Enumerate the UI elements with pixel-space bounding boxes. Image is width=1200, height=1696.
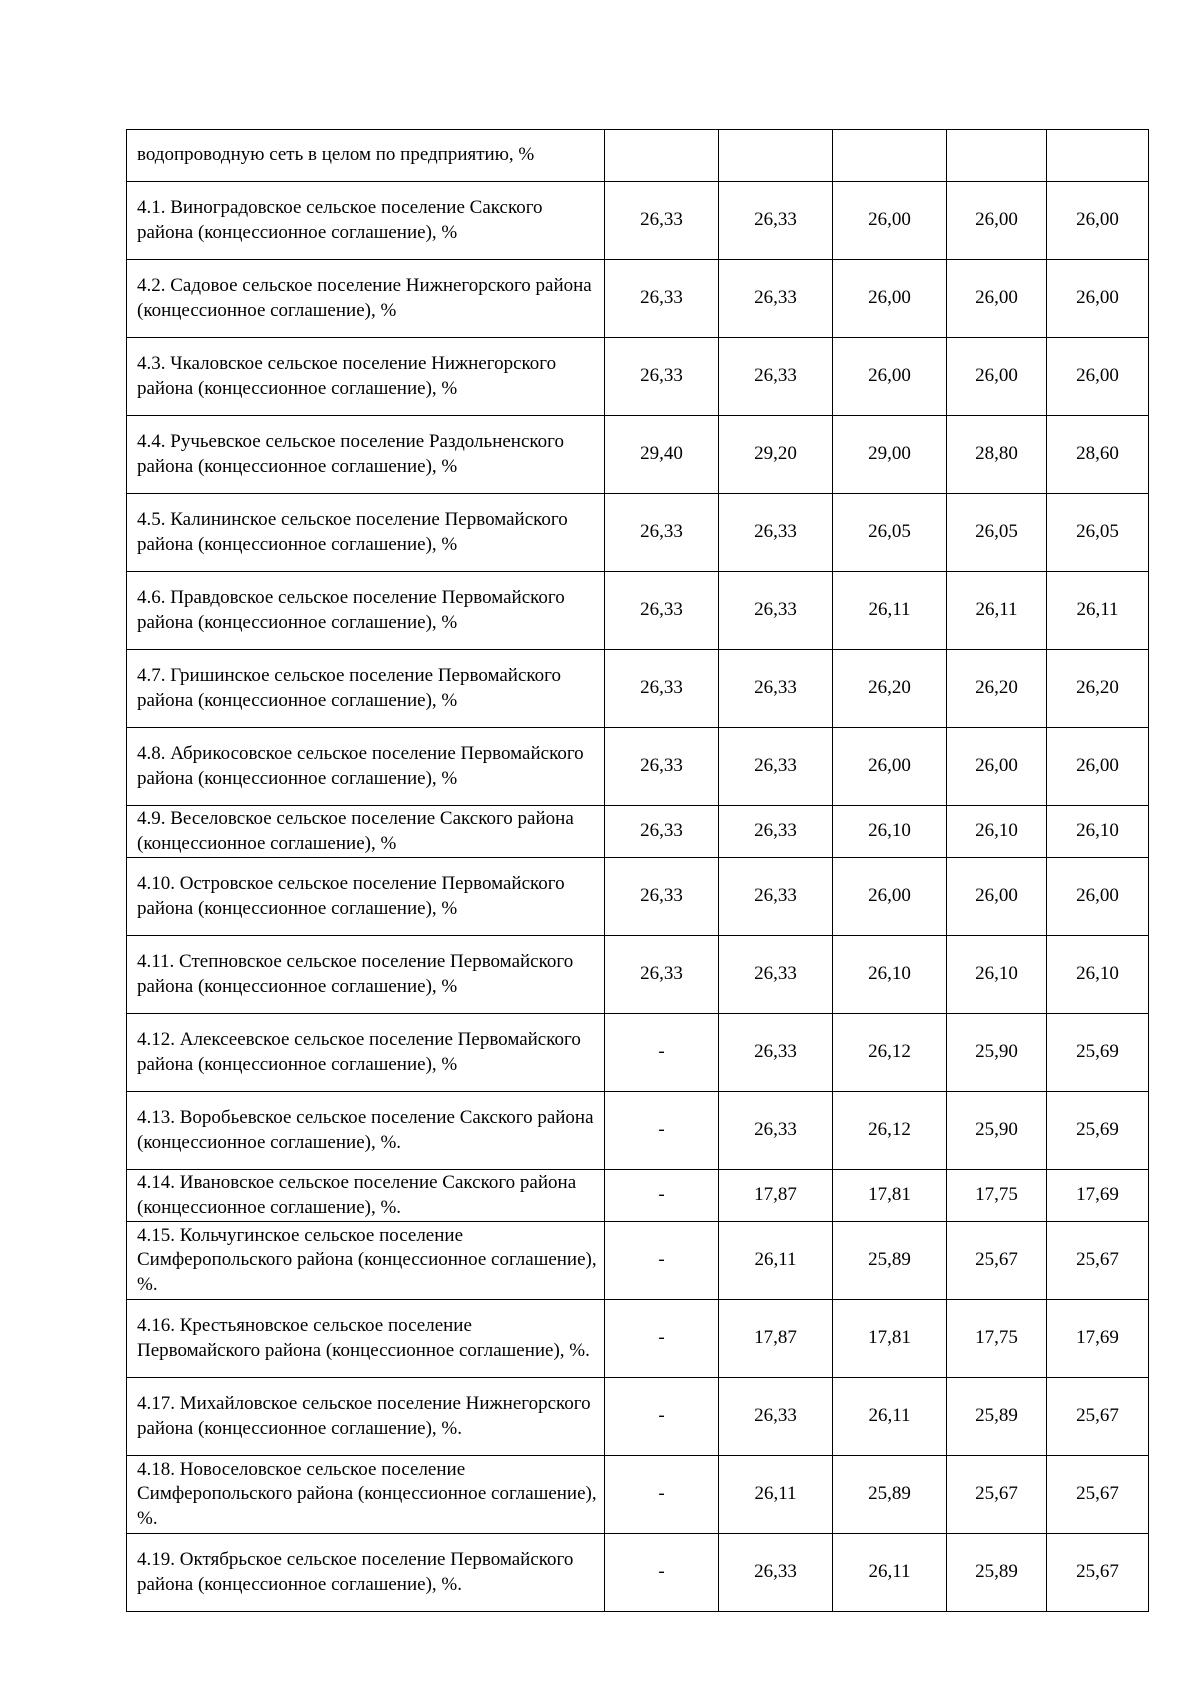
table-row bbox=[127, 130, 1149, 182]
value-cell: 26,33 bbox=[605, 338, 719, 416]
value-cell: 26,33 bbox=[605, 182, 719, 260]
table-row bbox=[127, 1456, 1149, 1534]
value-cell: 26,33 bbox=[719, 728, 833, 806]
table-row bbox=[127, 806, 1149, 858]
row-description: 4.15. Кольчугинское сельское поселение Симферопольского района (концессионное соглашение), %. bbox=[127, 1222, 605, 1300]
value-cell: 28,80 bbox=[947, 416, 1047, 494]
value-cell: 26,00 bbox=[833, 338, 947, 416]
value-cell: 25,90 bbox=[947, 1014, 1047, 1092]
value-cell: 26,00 bbox=[947, 858, 1047, 936]
row-description: 4.14. Ивановское сельское поселение Сакского района (концессионное соглашение), %. bbox=[127, 1170, 605, 1222]
table-row bbox=[127, 494, 1149, 572]
value-cell: 25,67 bbox=[947, 1222, 1047, 1300]
value-cell: 25,67 bbox=[1047, 1222, 1149, 1300]
value-cell: - bbox=[605, 1014, 719, 1092]
row-description: 4.11. Степновское сельское поселение Первомайского района (концессионное соглашение), % bbox=[127, 936, 605, 1014]
value-cell: 26,33 bbox=[719, 1534, 833, 1612]
value-cell: 26,10 bbox=[1047, 936, 1149, 1014]
value-cell bbox=[947, 130, 1047, 182]
value-cell: 26,00 bbox=[1047, 858, 1149, 936]
row-description: 4.13. Воробьевское сельское поселение Сакского района (концессионное соглашение), %. bbox=[127, 1092, 605, 1170]
value-cell: 26,33 bbox=[605, 936, 719, 1014]
value-cell: 17,75 bbox=[947, 1300, 1047, 1378]
value-cell: 25,90 bbox=[947, 1092, 1047, 1170]
table-row bbox=[127, 650, 1149, 728]
table-body bbox=[127, 130, 1149, 1612]
value-cell: 17,87 bbox=[719, 1300, 833, 1378]
value-cell: 26,00 bbox=[1047, 182, 1149, 260]
table-row bbox=[127, 572, 1149, 650]
value-cell: 26,00 bbox=[947, 260, 1047, 338]
row-description: 4.19. Октябрьское сельское поселение Первомайского района (концессионное соглашение), %. bbox=[127, 1534, 605, 1612]
value-cell: 26,00 bbox=[947, 338, 1047, 416]
value-cell: 25,69 bbox=[1047, 1014, 1149, 1092]
value-cell: 25,89 bbox=[947, 1378, 1047, 1456]
value-cell: 26,11 bbox=[833, 1378, 947, 1456]
value-cell: 26,11 bbox=[833, 572, 947, 650]
value-cell: 28,60 bbox=[1047, 416, 1149, 494]
value-cell: 26,10 bbox=[947, 806, 1047, 858]
table-row bbox=[127, 728, 1149, 806]
table-row bbox=[127, 1378, 1149, 1456]
value-cell: 26,00 bbox=[833, 260, 947, 338]
value-cell: 26,10 bbox=[833, 936, 947, 1014]
value-cell: 25,67 bbox=[1047, 1456, 1149, 1534]
value-cell: 26,00 bbox=[833, 858, 947, 936]
value-cell: - bbox=[605, 1222, 719, 1300]
value-cell: 26,11 bbox=[719, 1222, 833, 1300]
row-description: 4.10. Островское сельское поселение Первомайского района (концессионное соглашение), % bbox=[127, 858, 605, 936]
value-cell: 26,05 bbox=[947, 494, 1047, 572]
value-cell: 26,33 bbox=[605, 494, 719, 572]
value-cell: 26,33 bbox=[719, 858, 833, 936]
value-cell: 17,81 bbox=[833, 1300, 947, 1378]
value-cell: 26,11 bbox=[1047, 572, 1149, 650]
value-cell: 25,69 bbox=[1047, 1092, 1149, 1170]
value-cell: 25,67 bbox=[947, 1456, 1047, 1534]
value-cell: 17,75 bbox=[947, 1170, 1047, 1222]
value-cell: 26,33 bbox=[605, 858, 719, 936]
value-cell: 29,00 bbox=[833, 416, 947, 494]
value-cell: 26,11 bbox=[833, 1534, 947, 1612]
value-cell: - bbox=[605, 1456, 719, 1534]
value-cell: 26,33 bbox=[605, 650, 719, 728]
value-cell: 25,67 bbox=[1047, 1534, 1149, 1612]
value-cell bbox=[605, 130, 719, 182]
value-cell: 26,00 bbox=[1047, 728, 1149, 806]
value-cell bbox=[1047, 130, 1149, 182]
value-cell: 26,11 bbox=[719, 1456, 833, 1534]
table-row bbox=[127, 338, 1149, 416]
value-cell: - bbox=[605, 1170, 719, 1222]
table-row bbox=[127, 416, 1149, 494]
value-cell: 26,10 bbox=[1047, 806, 1149, 858]
value-cell: 26,12 bbox=[833, 1092, 947, 1170]
value-cell: 26,00 bbox=[947, 728, 1047, 806]
value-cell: 26,33 bbox=[719, 936, 833, 1014]
row-description: 4.18. Новоселовское сельское поселение Симферопольского района (концессионное соглашение), %. bbox=[127, 1456, 605, 1534]
value-cell: 26,33 bbox=[719, 1378, 833, 1456]
value-cell: 26,33 bbox=[605, 806, 719, 858]
value-cell: 29,40 bbox=[605, 416, 719, 494]
value-cell: 26,33 bbox=[719, 1014, 833, 1092]
row-description: 4.4. Ручьевское сельское поселение Раздольненского района (концессионное соглашение), % bbox=[127, 416, 605, 494]
row-description: 4.1. Виноградовское сельское поселение Сакского района (концессионное соглашение), % bbox=[127, 182, 605, 260]
value-cell: 26,33 bbox=[719, 494, 833, 572]
table-row bbox=[127, 858, 1149, 936]
value-cell: 26,05 bbox=[833, 494, 947, 572]
table-row bbox=[127, 260, 1149, 338]
value-cell: 26,33 bbox=[719, 1092, 833, 1170]
value-cell: 26,00 bbox=[947, 182, 1047, 260]
row-description: 4.2. Садовое сельское поселение Нижнегорского района (концессионное соглашение), % bbox=[127, 260, 605, 338]
value-cell: 26,20 bbox=[947, 650, 1047, 728]
indicators-table bbox=[126, 129, 1149, 1612]
value-cell: 17,69 bbox=[1047, 1170, 1149, 1222]
row-description: 4.3. Чкаловское сельское поселение Нижнегорского района (концессионное соглашение), % bbox=[127, 338, 605, 416]
value-cell: 26,10 bbox=[833, 806, 947, 858]
value-cell: 29,20 bbox=[719, 416, 833, 494]
table-row bbox=[127, 1534, 1149, 1612]
value-cell: 26,00 bbox=[1047, 338, 1149, 416]
table-row bbox=[127, 1222, 1149, 1300]
value-cell: 25,89 bbox=[833, 1456, 947, 1534]
value-cell: 26,00 bbox=[1047, 260, 1149, 338]
value-cell: 26,10 bbox=[947, 936, 1047, 1014]
value-cell: - bbox=[605, 1378, 719, 1456]
row-description: 4.12. Алексеевское сельское поселение Первомайского района (концессионное соглашение), % bbox=[127, 1014, 605, 1092]
value-cell: 26,33 bbox=[719, 182, 833, 260]
value-cell: - bbox=[605, 1092, 719, 1170]
value-cell: 26,33 bbox=[605, 572, 719, 650]
value-cell: 26,33 bbox=[719, 338, 833, 416]
value-cell: 26,20 bbox=[833, 650, 947, 728]
value-cell bbox=[719, 130, 833, 182]
table-row bbox=[127, 936, 1149, 1014]
value-cell bbox=[833, 130, 947, 182]
value-cell: 26,00 bbox=[833, 182, 947, 260]
value-cell: 17,69 bbox=[1047, 1300, 1149, 1378]
row-description: 4.9. Веселовское сельское поселение Сакского района (концессионное соглашение), % bbox=[127, 806, 605, 858]
table-row bbox=[127, 182, 1149, 260]
value-cell: 26,33 bbox=[605, 728, 719, 806]
value-cell: 26,33 bbox=[719, 260, 833, 338]
value-cell: 26,33 bbox=[719, 806, 833, 858]
value-cell: 26,20 bbox=[1047, 650, 1149, 728]
table-row bbox=[127, 1014, 1149, 1092]
table-row bbox=[127, 1092, 1149, 1170]
table-row bbox=[127, 1170, 1149, 1222]
value-cell: - bbox=[605, 1534, 719, 1612]
row-description: 4.17. Михайловское сельское поселение Нижнегорского района (концессионное соглашение), %. bbox=[127, 1378, 605, 1456]
row-description: водопроводную сеть в целом по предприятию, % bbox=[127, 130, 605, 182]
value-cell: 25,89 bbox=[947, 1534, 1047, 1612]
value-cell: 25,67 bbox=[1047, 1378, 1149, 1456]
value-cell: 26,00 bbox=[833, 728, 947, 806]
value-cell: 25,89 bbox=[833, 1222, 947, 1300]
row-description: 4.5. Калининское сельское поселение Первомайского района (концессионное соглашение), % bbox=[127, 494, 605, 572]
row-description: 4.7. Гришинское сельское поселение Первомайского района (концессионное соглашение), % bbox=[127, 650, 605, 728]
value-cell: 26,33 bbox=[605, 260, 719, 338]
value-cell: 17,81 bbox=[833, 1170, 947, 1222]
value-cell: - bbox=[605, 1300, 719, 1378]
row-description: 4.16. Крестьяновское сельское поселение Первомайского района (концессионное соглашение), %. bbox=[127, 1300, 605, 1378]
value-cell: 26,33 bbox=[719, 650, 833, 728]
value-cell: 26,05 bbox=[1047, 494, 1149, 572]
value-cell: 26,33 bbox=[719, 572, 833, 650]
table-row bbox=[127, 1300, 1149, 1378]
value-cell: 26,12 bbox=[833, 1014, 947, 1092]
row-description: 4.8. Абрикосовское сельское поселение Первомайского района (концессионное соглашение), % bbox=[127, 728, 605, 806]
value-cell: 17,87 bbox=[719, 1170, 833, 1222]
row-description: 4.6. Правдовское сельское поселение Первомайского района (концессионное соглашение), % bbox=[127, 572, 605, 650]
value-cell: 26,11 bbox=[947, 572, 1047, 650]
